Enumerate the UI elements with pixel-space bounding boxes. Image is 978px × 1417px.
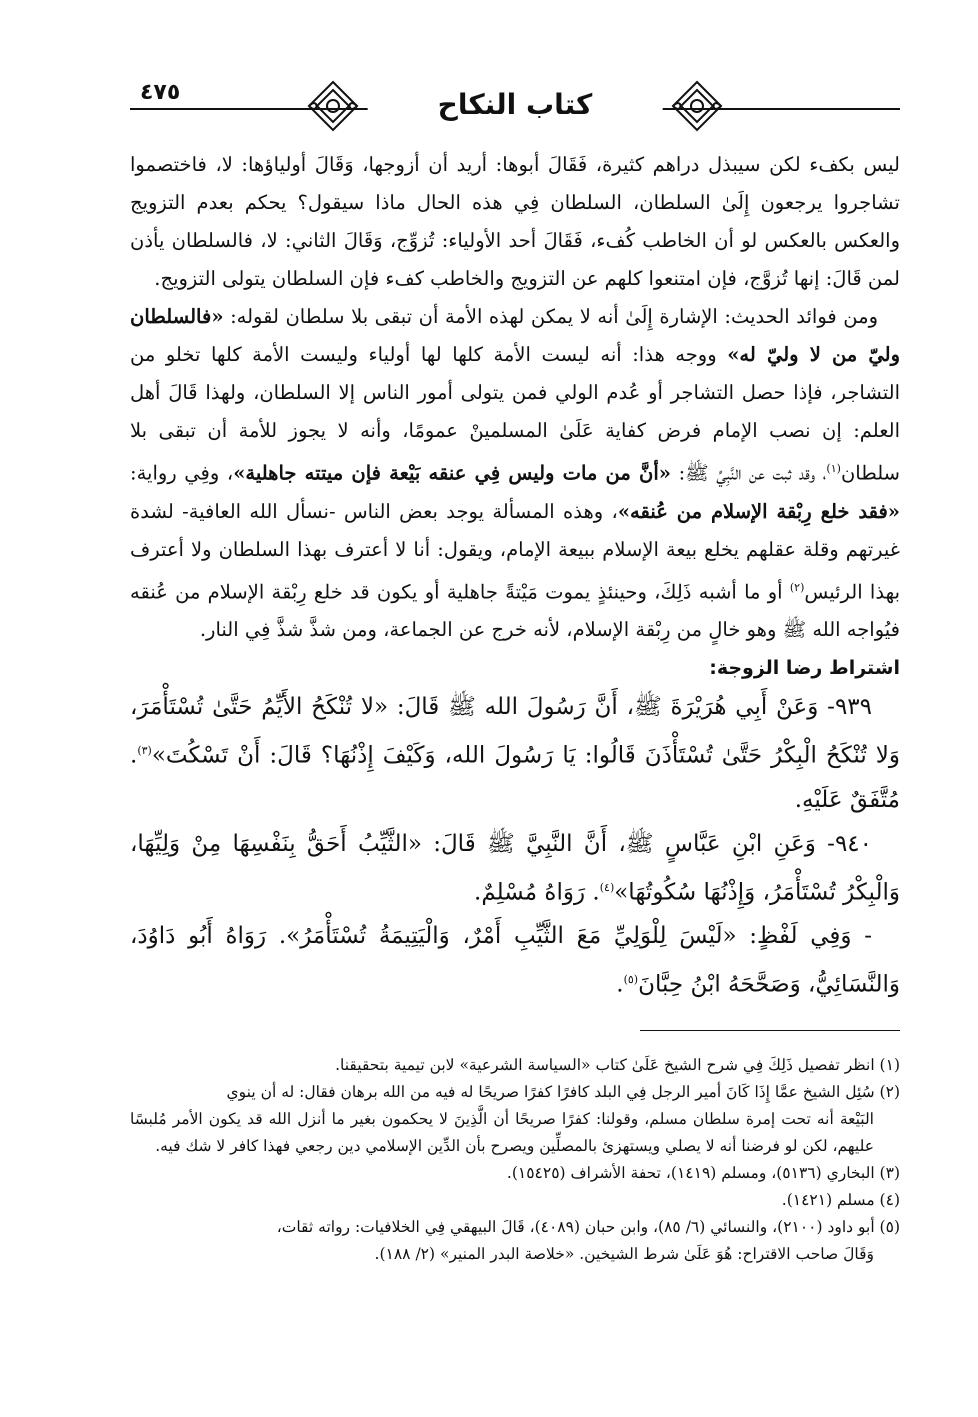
hadith-939 — [130, 685, 900, 822]
hadith-text: ٩٤٠- وَعَنِ ابْنِ عَبَّاسٍ ﷺ، أَنَّ النَّبِيَّ ﷺ قَالَ: «الثَّيِّبُ أَحَقُّ بِنَفْسِهَا مِنْ وَلِيِّهَا، وَالْبِكْرُ تُسْتَأْمَرُ، وَإِذْنُهَا سُكُوتُهَا» — [130, 830, 900, 906]
text-segment: ، وقد ثبت عن النَّبِيِّ ﷺ: — [678, 461, 827, 485]
hadith-940 — [130, 822, 900, 915]
footnote-1: (١) انظر تفصيل ذَلِكَ فِي شرح الشيخ عَلَىٰ كتاب «السياسة الشرعية» لابن تيمية بتحقيقنا. — [335, 1056, 900, 1074]
main-text — [130, 146, 900, 1007]
text-segment: أو ما أشبه ذَلِكَ، وحينئذٍ يموت مَيْتةً جاهلية أو يكون قد خلع رِبْقة الإسلام من عُنقه فيُواجه الله ﷺ وهو خالٍ من رِبْقة الإسلام، لأنه خرج عن الجماعة، ومن شذَّ شذَّ فِي النار. — [130, 580, 900, 641]
section-heading: اشتراط رضا الزوجة: — [709, 657, 900, 679]
hadith-940-variant — [130, 914, 900, 1007]
hadith-source: . — [616, 971, 624, 998]
ornament-icon — [305, 78, 361, 134]
text-segment: ، وفِي رواية: — [130, 461, 234, 485]
hadith-source: . مُتَّفَقٌ عَلَيْهِ. — [130, 742, 900, 813]
footnote-2: (٢) سُئِل الشيخ عمَّا إِذَا كَانَ أمير الرجل فِي البلد كافرًا كفرًا صريحًا له فيه من الله برهان فقال: له أن ينوي — [226, 1083, 900, 1101]
footnote-ref-4: (٤) — [599, 880, 615, 894]
hadith-source: . رَوَاهُ مُسْلِمٌ. — [474, 879, 600, 906]
footnote-ref-1: (١) — [826, 462, 841, 475]
footnote-2-continued: البَيْعة أنه تحت إمرة سلطان مسلم، وقولنا: كفرًا صريحًا أن الَّذِينَ لا يحكمون بغير ما أنزل الله قد يكون الأمر مُلبسًا عليهم، لكن لو فرضنا أنه لا يصلي ويستهزئ بالمصلِّين ويصرح بأن الدِّين الإسلامي دين رجعي فهذا كافر لا شك فيه. — [130, 1110, 874, 1155]
ornament-icon — [669, 78, 725, 134]
paragraph-1: ليس بكفء لكن سيبذل دراهم كثيرة، فَقَالَ أبوها: أريد أن أزوجها، وَقَالَ أولياؤها: لا، فاختصموا تشاجروا يرجعون إِلَىٰ السلطان، السلطان فِي هذه الحال ماذا سيقول؟ يحكم بعدم التزويج والعكس بالعكس لو أن الخاطب كُفء، فَقَالَ أحد الأولياء: تُزوِّج، وَقَالَ الثاني: لا، فالسلطان يأذن لمن قَالَ: إنها تُزوَّج، فإن امتنعوا كلهم عن التزويج والخاطب كفء فإن السلطان يتولى التزويج. — [130, 153, 900, 290]
footnote-ref-5: (٥) — [623, 973, 639, 987]
text-segment: ومن فوائد الحديث: الإشارة إِلَىٰ أنه لا يمكن لهذه الأمة أن تبقى بلا سلطان لقوله: — [230, 305, 878, 328]
chapter-title: كتاب النكاح — [368, 88, 663, 121]
footnote-divider — [640, 1030, 900, 1031]
hadith-text: ٩٣٩- وَعَنْ أَبِي هُرَيْرَةَ ﷺ، أَنَّ رَسُولَ الله ﷺ قَالَ: «لا تُنْكَحُ الأَيِّمُ حَتَّىٰ تُسْتَأْمَرَ، وَلا تُنْكَحُ الْبِكْرُ حَتَّىٰ تُسْتَأْذَنَ قَالُوا: يَا رَسُولَ الله، وَكَيْفَ إِذْنُهَا؟ قَالَ: أَنْ تَسْكُتَ» — [130, 694, 900, 769]
footnote-3: (٣) البخاري (٥١٣٦)، ومسلم (١٤١٩)، تحفة الأشراف (١٥٤٢٥). — [506, 1164, 900, 1182]
text-segment: ووجه هذا: أنه ليست الأمة كلها لها أولياء وليست الأمة كلها تخلو من التشاجر، فإذا حصل التشاجر أو عُدم الولي فمن يتولى أمور الناس إلا السلطان، ولهذا قَالَ أهل العلم: إن نصب الإمام فرض كفاية عَلَىٰ المسلمينْ عمومًا، وأنه لا يجوز للأمة أن تبقى بلا سلطان — [130, 343, 900, 485]
quote-1: «فالسلطان وليّ من لا وليّ له» — [130, 305, 901, 366]
text-segment: ، وهذه المسألة يوجد بعض الناس -نسأل الله العافية- لشدة غيرتهم وقلة عقلهم يخلع بيعة الإسلام ببيعة الإمام، ويقول: أنا لا أعترف بهذا السلطان ولا أعترف بهذا الرئيس — [130, 499, 900, 603]
footnote-5-continued: وَقَالَ صاحب الاقتراح: هُوَ عَلَىٰ شرط الشيخين. «خلاصة البدر المنير» (٢/ ١٨٨). — [374, 1245, 874, 1263]
footnote-5: (٥) أبو داود (٢١٠٠)، والنسائي (٦/ ٨٥)، وابن حبان (٤٠٨٩)، قَالَ البيهقي فِي الخلافيات: رواته ثقات، — [276, 1218, 900, 1236]
footnotes — [130, 1052, 900, 1268]
page-number: ٤٧٥ — [140, 80, 181, 105]
footnote-ref-2: (٢) — [789, 580, 805, 594]
footnote-ref-3: (٣) — [137, 744, 152, 757]
quote-2: «أنَّ من مات وليس فِي عنقه بَيْعة فإن ميتته جاهلية» — [233, 461, 671, 485]
quote-3: «فقد خلع رِبْقة الإسلام من عُنقه» — [617, 499, 900, 523]
footnote-4: (٤) مسلم (١٤٢١). — [781, 1191, 900, 1209]
hadith-text: - وَفِي لَفْظٍ: «لَيْسَ لِلْوَلِيِّ مَعَ الثَّيِّبِ أَمْرٌ، وَالْيَتِيمَةُ تُسْتَأْمَرُ». رَوَاهُ أَبُو دَاوُدَ، وَالنَّسَائِيُّ، وَصَحَّحَهُ ابْنُ حِبَّانَ — [130, 923, 900, 998]
paragraph-2 — [130, 298, 900, 649]
page-header — [130, 78, 900, 138]
